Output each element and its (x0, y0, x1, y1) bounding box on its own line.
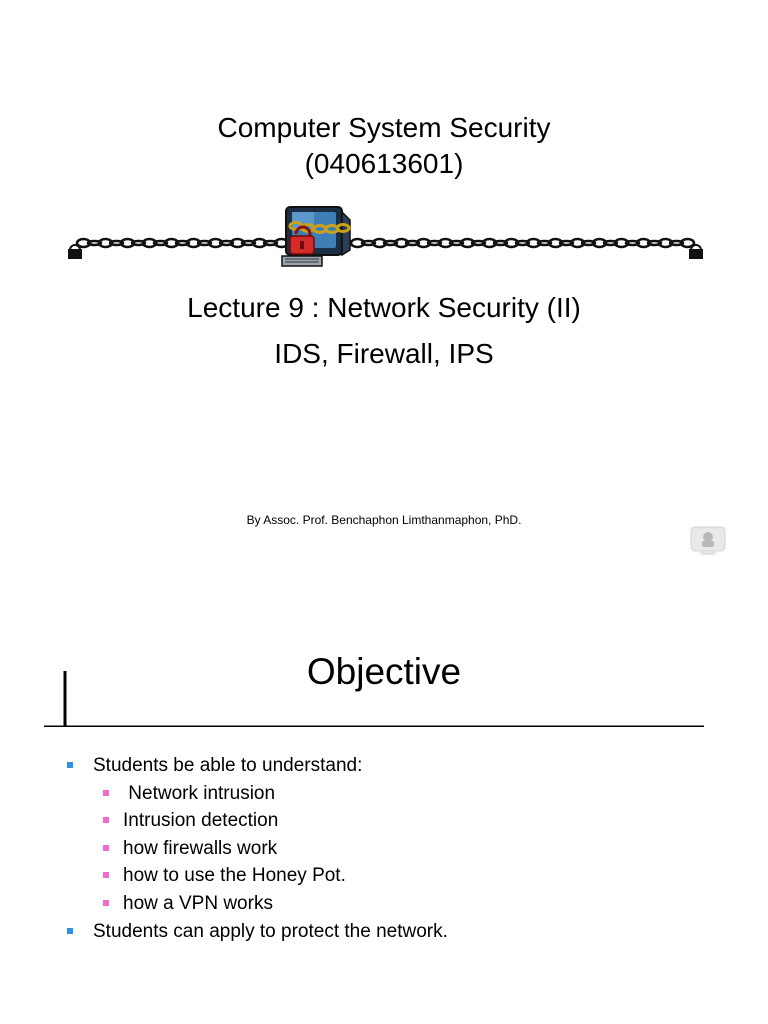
bullet-square-icon (103, 845, 109, 851)
objective-list (66, 752, 726, 945)
slide-title: Objective (306, 651, 462, 692)
bullet-square-icon (103, 872, 109, 878)
author-credit: By Assoc. Prof. Benchaphon Limthanmaphon, PhD. (246, 513, 522, 527)
chat-bubble-icon[interactable] (690, 526, 726, 556)
computer-icon (282, 207, 350, 266)
course-code: (040613601) (304, 148, 464, 179)
list-item: Students be able to understand: (66, 752, 726, 780)
list-item: how firewalls work (66, 835, 726, 863)
course-title-line1: Computer System Security (217, 112, 551, 143)
list-item: Intrusion detection (66, 807, 726, 835)
list-item: Students can apply to protect the network. (66, 918, 726, 946)
title-underline (44, 645, 704, 727)
list-item: how to use the Honey Pot. (66, 862, 726, 890)
list-item: how a VPN works (66, 890, 726, 918)
padlock-icon (68, 245, 82, 259)
bullet-square-icon (103, 790, 109, 796)
bullet-square-icon (67, 762, 73, 768)
bullet-square-icon (67, 928, 73, 934)
course-title (0, 110, 768, 182)
bullet-square-icon (103, 817, 109, 823)
bullet-square-icon (103, 900, 109, 906)
list-item: Network intrusion (66, 780, 726, 808)
padlock-icon (689, 245, 703, 259)
lecture-subtitle: IDS, Firewall, IPS (274, 338, 494, 369)
chained-computer-icon (60, 200, 710, 272)
lecture-title: Lecture 9 : Network Security (II) (187, 292, 581, 323)
